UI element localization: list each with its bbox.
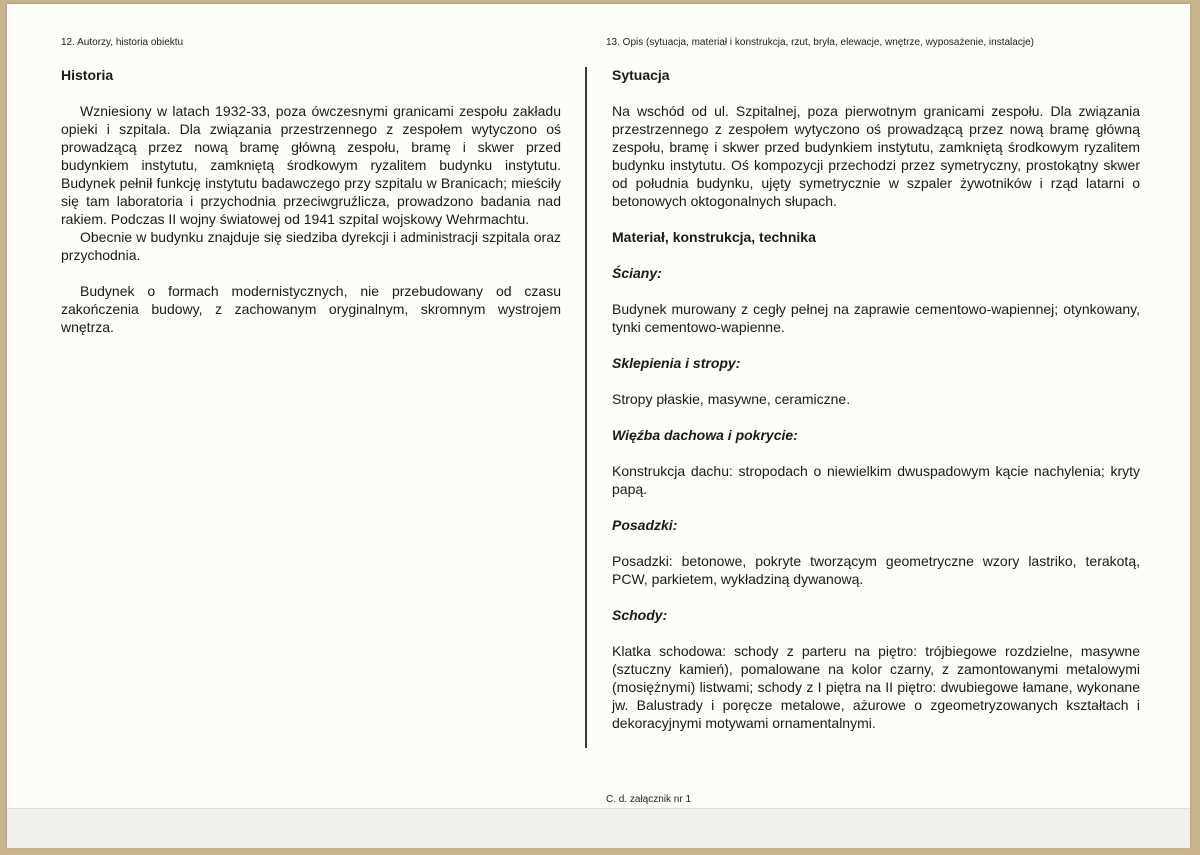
stairs-text: Klatka schodowa: schody z parteru na piętro: trójbiegowe rozdzielne, masywne (sztuczny kamień), pomalowane na kolor czarny, z zamontowanymi metalowymi (mosiężnymi) listwami; schody z I piętra na II piętro: dwubiegowe łamane, wykonane jw. Balustrady i poręcze metalowe, ażurowe o zgeometryzowanych kształtach i dekoracyjnymi motywami ornamentalnymi. xyxy=(612,643,1140,731)
history-paragraph-2: Obecnie w budynku znajduje się siedziba dyrekcji i administracji szpitala oraz przychodnia. xyxy=(61,229,561,263)
roof-text: Konstrukcja dachu: stropodach o niewielkim dwuspadowym kącie nachylenia; kryty papą. xyxy=(612,463,1140,497)
floors-text: Posadzki: betonowe, pokryte tworzącym geometryczne wzory lastriko, terakotą, PCW, parkietem, wykładziną dywanową. xyxy=(612,553,1140,587)
floors-title: Posadzki: xyxy=(612,517,678,533)
situation-title: Sytuacja xyxy=(612,67,670,83)
page-bottom-strip xyxy=(7,808,1190,848)
vaults-text: Stropy płaskie, masywne, ceramiczne. xyxy=(612,391,851,407)
left-section-header: 12. Autorzy, historia obiektu xyxy=(61,37,184,48)
situation-text: Na wschód od ul. Szpitalnej, poza pierwotnym granicami zespołu. Dla związania przestrzennego z zespołem wytyczono oś prowadzącą przez nową bramę główną zespołu, bramę i skwer przed budynkiem instytutu, zamkniętą środkowym ryzalitem budynku instytutu. Oś kompozycji przechodzi przez symetryczny, prostokątny skwer od południa budynku, ujęty symetrycznie w szpaler żywotników i rząd latarni o betonowych oktogonalnych słupach. xyxy=(612,103,1140,209)
footer-note: C. d. załącznik nr 1 xyxy=(606,794,692,805)
vaults-title: Sklepienia i stropy: xyxy=(612,355,741,371)
column-divider xyxy=(585,67,587,748)
stairs-title: Schody: xyxy=(612,607,668,623)
history-title: Historia xyxy=(61,67,114,83)
history-paragraph-3: Budynek o formach modernistycznych, nie przebudowany od czasu zakończenia budowy, z zachowanym oryginalnym, skromnym wystrojem wnętrza. xyxy=(61,283,561,335)
history-paragraph-1: Wzniesiony w latach 1932-33, poza ówczesnymi granicami zespołu zakładu opieki i szpitala. Dla związania przestrzennego z zespołem wytyczono oś prowadzącą przez nową bramę główną zespołu, bramę i skwer przed budynkiem instytutu, zamkniętą środkowym ryzalitem budynku instytutu. Budynek pełnił funkcję instytutu badawczego przy szpitalu w Branicach; mieściły się tam laboratoria i przychodnia przeciwgruźlicza, prowadzono badania nad rakiem. Podczas II wojny światowej od 1941 szpital wojskowy Wehrmachtu. xyxy=(61,103,561,227)
material-title: Materiał, konstrukcja, technika xyxy=(612,229,816,245)
roof-title: Więźba dachowa i pokrycie: xyxy=(612,427,798,443)
right-section-header: 13. Opis (sytuacja, materiał i konstrukcja, rzut, bryła, elewacje, wnętrze, wyposażenie, instalacje) xyxy=(606,37,1034,48)
description-column xyxy=(612,66,1140,732)
history-column xyxy=(61,66,561,336)
walls-title: Ściany: xyxy=(612,265,662,281)
walls-text: Budynek murowany z cegły pełnej na zaprawie cementowo-wapiennej; otynkowany, tynki cementowo-wapienne. xyxy=(612,301,1140,335)
